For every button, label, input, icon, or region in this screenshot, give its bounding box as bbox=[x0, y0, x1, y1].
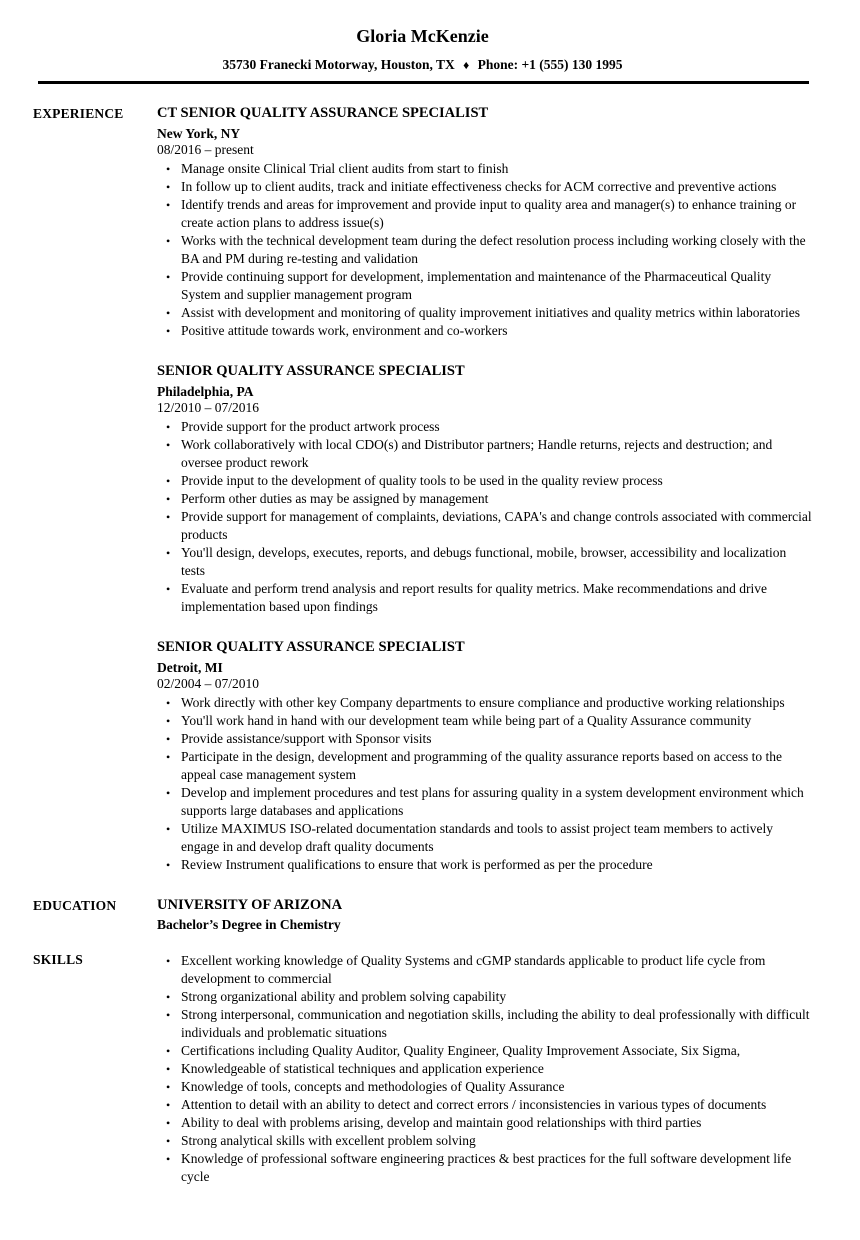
job-entry-1 bbox=[157, 104, 812, 340]
bullet-text: Strong interpersonal, communication and negotiation skills, including the ability to deal professionally with difficult individuals and problematic situations bbox=[181, 1006, 810, 1040]
bullet-icon: • bbox=[166, 1079, 171, 1094]
bullet-text: Evaluate and perform trend analysis and report results for quality metrics. Make recommendations and drive implementation based upon findings bbox=[181, 580, 767, 614]
education-school: UNIVERSITY OF ARIZONA bbox=[157, 896, 343, 913]
bullet-item bbox=[157, 694, 812, 712]
bullet-text: Assist with development and monitoring of quality improvement initiatives and quality metrics within laboratories bbox=[181, 304, 801, 320]
job-bullet-list bbox=[157, 160, 812, 340]
bullet-text: Ability to deal with problems arising, develop and maintain good relationships with third parties bbox=[181, 1114, 702, 1130]
bullet-item bbox=[157, 436, 812, 472]
section-experience bbox=[33, 104, 812, 874]
candidate-name: Gloria McKenzie bbox=[356, 26, 489, 46]
bullet-text: Participate in the design, development and programming of the quality assurance reports based on access to the appeal case management system bbox=[181, 748, 782, 782]
bullet-icon: • bbox=[166, 1097, 171, 1112]
bullet-icon: • bbox=[166, 491, 171, 506]
diamond-icon: ♦ bbox=[463, 58, 470, 72]
bullet-text: Works with the technical development team during the defect resolution process including working closely with the BA and PM during re-testing and validation bbox=[181, 232, 806, 266]
job-location: Detroit, MI bbox=[157, 659, 223, 675]
bullet-item bbox=[157, 1006, 812, 1042]
job-title: CT SENIOR QUALITY ASSURANCE SPECIALIST bbox=[157, 104, 489, 121]
bullet-text: You'll work hand in hand with our development team while being part of a Quality Assurance community bbox=[181, 712, 752, 728]
bullet-icon: • bbox=[166, 305, 171, 320]
bullet-icon: • bbox=[166, 437, 171, 452]
bullet-icon: • bbox=[166, 1007, 171, 1022]
bullet-item bbox=[157, 232, 812, 268]
bullet-icon: • bbox=[166, 509, 171, 524]
bullet-icon: • bbox=[166, 857, 171, 872]
bullet-text: Knowledge of tools, concepts and methodologies of Quality Assurance bbox=[181, 1078, 565, 1094]
job-dates: 02/2004 – 07/2010 bbox=[157, 675, 260, 691]
bullet-icon: • bbox=[166, 581, 171, 596]
job-dates: 12/2010 – 07/2016 bbox=[157, 399, 260, 415]
section-education bbox=[33, 896, 812, 934]
job-entry-3 bbox=[157, 638, 812, 874]
bullet-icon: • bbox=[166, 1115, 171, 1130]
bullet-item bbox=[157, 1096, 812, 1114]
job-entry-2 bbox=[157, 362, 812, 616]
education-content bbox=[157, 896, 812, 934]
bullet-item bbox=[157, 1132, 812, 1150]
bullet-text: Develop and implement procedures and test plans for assuring quality in a system development environment which supports large databases and applications bbox=[181, 784, 804, 818]
contact-line bbox=[33, 56, 812, 74]
job-bullet-list bbox=[157, 694, 812, 874]
job-dates: 08/2016 – present bbox=[157, 141, 254, 157]
bullet-icon: • bbox=[166, 197, 171, 212]
bullet-item bbox=[157, 730, 812, 748]
bullet-icon: • bbox=[166, 953, 171, 968]
bullet-text: Knowledge of professional software engineering practices & best practices for the full software development life cycle bbox=[181, 1150, 792, 1184]
skills-content bbox=[157, 950, 812, 1186]
bullet-icon: • bbox=[166, 161, 171, 176]
experience-content bbox=[157, 104, 812, 874]
bullet-text: Manage onsite Clinical Trial client audits from start to finish bbox=[181, 160, 509, 176]
bullet-item bbox=[157, 490, 812, 508]
bullet-item bbox=[157, 580, 812, 616]
bullet-text: Strong organizational ability and problem solving capability bbox=[181, 988, 507, 1004]
bullet-icon: • bbox=[166, 785, 171, 800]
bullet-item bbox=[157, 322, 812, 340]
bullet-text: Provide assistance/support with Sponsor visits bbox=[181, 730, 432, 746]
bullet-text: Excellent working knowledge of Quality Systems and cGMP standards applicable to product life cycle from development to commercial bbox=[181, 952, 766, 986]
bullet-icon: • bbox=[166, 545, 171, 560]
bullet-text: Work collaboratively with local CDO(s) and Distributor partners; Handle returns, rejects and destruction; and oversee product rework bbox=[181, 436, 773, 470]
bullet-text: Provide input to the development of quality tools to be used in the quality review process bbox=[181, 472, 663, 488]
job-title: SENIOR QUALITY ASSURANCE SPECIALIST bbox=[157, 362, 465, 379]
bullet-text: Utilize MAXIMUS ISO-related documentation standards and tools to assist project team members to actively engage in and develop draft quality documents bbox=[181, 820, 773, 854]
bullet-icon: • bbox=[166, 269, 171, 284]
bullet-icon: • bbox=[166, 1133, 171, 1148]
bullet-text: Strong analytical skills with excellent problem solving bbox=[181, 1132, 476, 1148]
bullet-text: Identify trends and areas for improvement and provide input to quality area and manager(s) to enhance training or create action plans to address issue(s) bbox=[181, 196, 797, 230]
bullet-item bbox=[157, 1060, 812, 1078]
bullet-text: Provide support for management of complaints, deviations, CAPA's and change controls associated with commercial products bbox=[181, 508, 812, 542]
contact-address: 35730 Franecki Motorway, Houston, TX bbox=[222, 57, 455, 72]
experience-label: EXPERIENCE bbox=[33, 105, 124, 121]
bullet-item bbox=[157, 748, 812, 784]
bullet-icon: • bbox=[166, 179, 171, 194]
job-title: SENIOR QUALITY ASSURANCE SPECIALIST bbox=[157, 638, 465, 655]
bullet-item bbox=[157, 418, 812, 436]
bullet-item bbox=[157, 1150, 812, 1186]
bullet-item bbox=[157, 268, 812, 304]
bullet-text: You'll design, develops, executes, reports, and debugs functional, mobile, browser, accessibility and localization tests bbox=[181, 544, 787, 578]
education-degree: Bachelor’s Degree in Chemistry bbox=[157, 916, 341, 932]
bullet-text: Attention to detail with an ability to detect and correct errors / inconsistencies in various types of documents bbox=[181, 1096, 767, 1112]
bullet-text: Provide support for the product artwork process bbox=[181, 418, 440, 434]
bullet-icon: • bbox=[166, 731, 171, 746]
header-divider bbox=[38, 81, 809, 84]
bullet-text: Knowledgeable of statistical techniques and application experience bbox=[181, 1060, 544, 1076]
contact-phone: Phone: +1 (555) 130 1995 bbox=[477, 57, 623, 72]
education-label: EDUCATION bbox=[33, 897, 117, 913]
bullet-icon: • bbox=[166, 473, 171, 488]
job-bullet-list bbox=[157, 418, 812, 616]
bullet-icon: • bbox=[166, 989, 171, 1004]
bullet-icon: • bbox=[166, 419, 171, 434]
bullet-icon: • bbox=[166, 323, 171, 338]
bullet-item bbox=[157, 952, 812, 988]
bullet-icon: • bbox=[166, 1043, 171, 1058]
bullet-item bbox=[157, 178, 812, 196]
bullet-item bbox=[157, 196, 812, 232]
bullet-item bbox=[157, 856, 812, 874]
section-skills bbox=[33, 950, 812, 1186]
bullet-icon: • bbox=[166, 233, 171, 248]
bullet-item bbox=[157, 988, 812, 1006]
bullet-item bbox=[157, 784, 812, 820]
resume-header bbox=[33, 25, 812, 84]
job-location: New York, NY bbox=[157, 125, 241, 141]
bullet-text: Provide continuing support for development, implementation and maintenance of the Pharmaceutical Quality System and supplier management program bbox=[181, 268, 772, 302]
bullet-item bbox=[157, 1078, 812, 1096]
bullet-item bbox=[157, 544, 812, 580]
skills-label: SKILLS bbox=[33, 951, 83, 967]
job-location: Philadelphia, PA bbox=[157, 383, 254, 399]
bullet-icon: • bbox=[166, 695, 171, 710]
bullet-item bbox=[157, 160, 812, 178]
bullet-item bbox=[157, 508, 812, 544]
bullet-icon: • bbox=[166, 821, 171, 836]
skills-bullet-list bbox=[157, 952, 812, 1186]
bullet-text: Positive attitude towards work, environment and co-workers bbox=[181, 322, 508, 338]
bullet-item bbox=[157, 304, 812, 322]
bullet-text: Review Instrument qualifications to ensure that work is performed as per the procedure bbox=[181, 856, 653, 872]
bullet-text: Perform other duties as may be assigned by management bbox=[181, 490, 489, 506]
bullet-item bbox=[157, 1114, 812, 1132]
bullet-icon: • bbox=[166, 1061, 171, 1076]
bullet-item bbox=[157, 820, 812, 856]
bullet-text: Work directly with other key Company departments to ensure compliance and productive working relationships bbox=[181, 694, 785, 710]
bullet-item bbox=[157, 472, 812, 490]
bullet-text: Certifications including Quality Auditor, Quality Engineer, Quality Improvement Associate, Six Sigma, bbox=[181, 1042, 741, 1058]
bullet-icon: • bbox=[166, 1151, 171, 1166]
bullet-icon: • bbox=[166, 749, 171, 764]
bullet-item bbox=[157, 712, 812, 730]
bullet-text: In follow up to client audits, track and initiate effectiveness checks for ACM corrective and preventive actions bbox=[181, 178, 777, 194]
bullet-item bbox=[157, 1042, 812, 1060]
bullet-icon: • bbox=[166, 713, 171, 728]
